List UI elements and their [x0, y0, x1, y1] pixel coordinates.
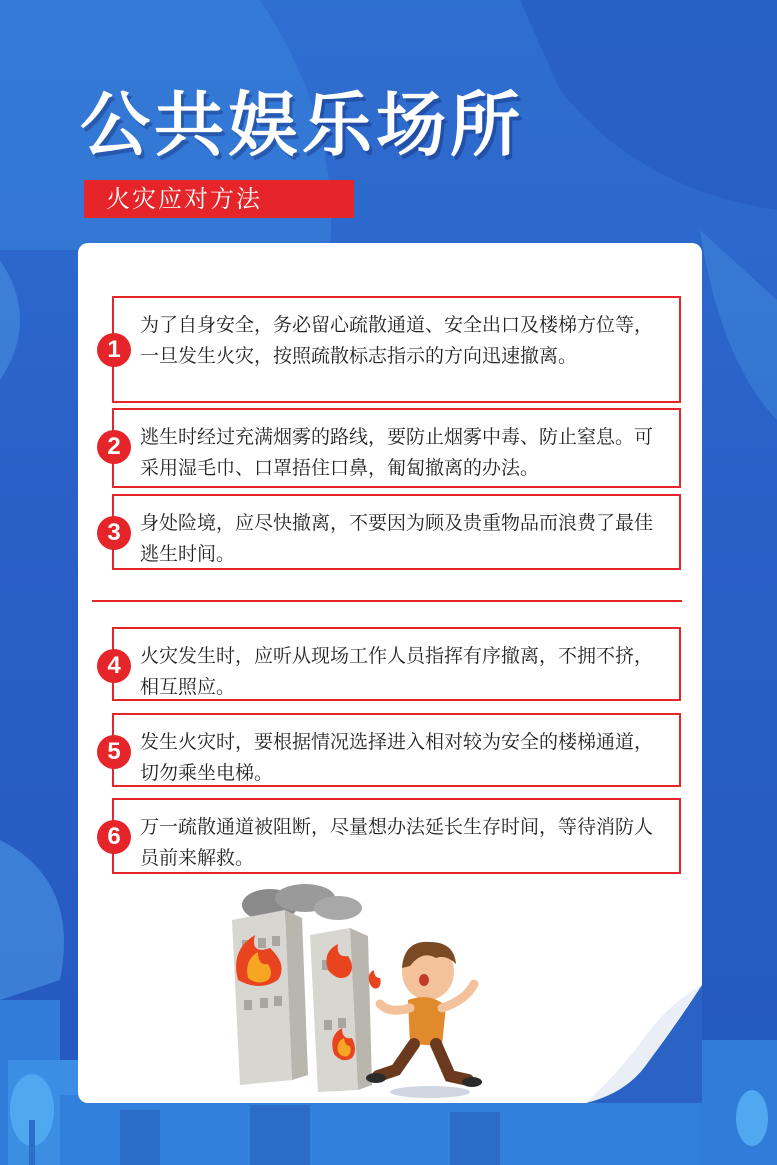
section-divider — [92, 600, 682, 602]
tip-item-3 — [107, 494, 681, 570]
poster-title: 公共娱乐场所 — [80, 84, 524, 166]
tip-text-4: 火灾发生时，应听从现场工作人员指挥有序撤离，不拥不挤，相互照应。 — [140, 645, 654, 698]
tip-text-3: 身处险境，应尽快撤离，不要因为顾及贵重物品而浪费了最佳逃生时间。 — [140, 512, 654, 565]
number-badge-2: 2 — [97, 430, 131, 464]
tip-text-5: 发生火灾时，要根据情况选择进入相对较为安全的楼梯通道，切勿乘坐电梯。 — [140, 731, 654, 784]
tip-item-5 — [107, 713, 681, 787]
tip-text-1: 为了自身安全，务必留心疏散通道、安全出口及楼梯方位等，一旦发生火灾，按照疏散标志指示的方向迅速撤离。 — [140, 314, 654, 367]
number-badge-4: 4 — [97, 649, 131, 683]
fire-escape-illustration — [210, 880, 510, 1105]
tip-item-2 — [107, 408, 681, 488]
tip-text-6: 万一疏散通道被阻断，尽量想办法延长生存时间，等待消防人员前来解救。 — [140, 816, 654, 869]
number-badge-1: 1 — [97, 333, 131, 367]
number-badge-6: 6 — [97, 820, 131, 854]
poster-subtitle: 火灾应对方法 — [84, 180, 354, 218]
number-badge-3: 3 — [97, 516, 131, 550]
tip-text-2: 逃生时经过充满烟雾的路线，要防止烟雾中毒、防止窒息。可采用湿毛巾、口罩捂住口鼻，匍匐撤离的办法。 — [140, 426, 654, 479]
page-curl — [586, 985, 706, 1105]
tip-item-4 — [107, 627, 681, 701]
tip-item-1 — [107, 296, 681, 403]
tip-item-6 — [107, 798, 681, 874]
number-badge-5: 5 — [97, 735, 131, 769]
